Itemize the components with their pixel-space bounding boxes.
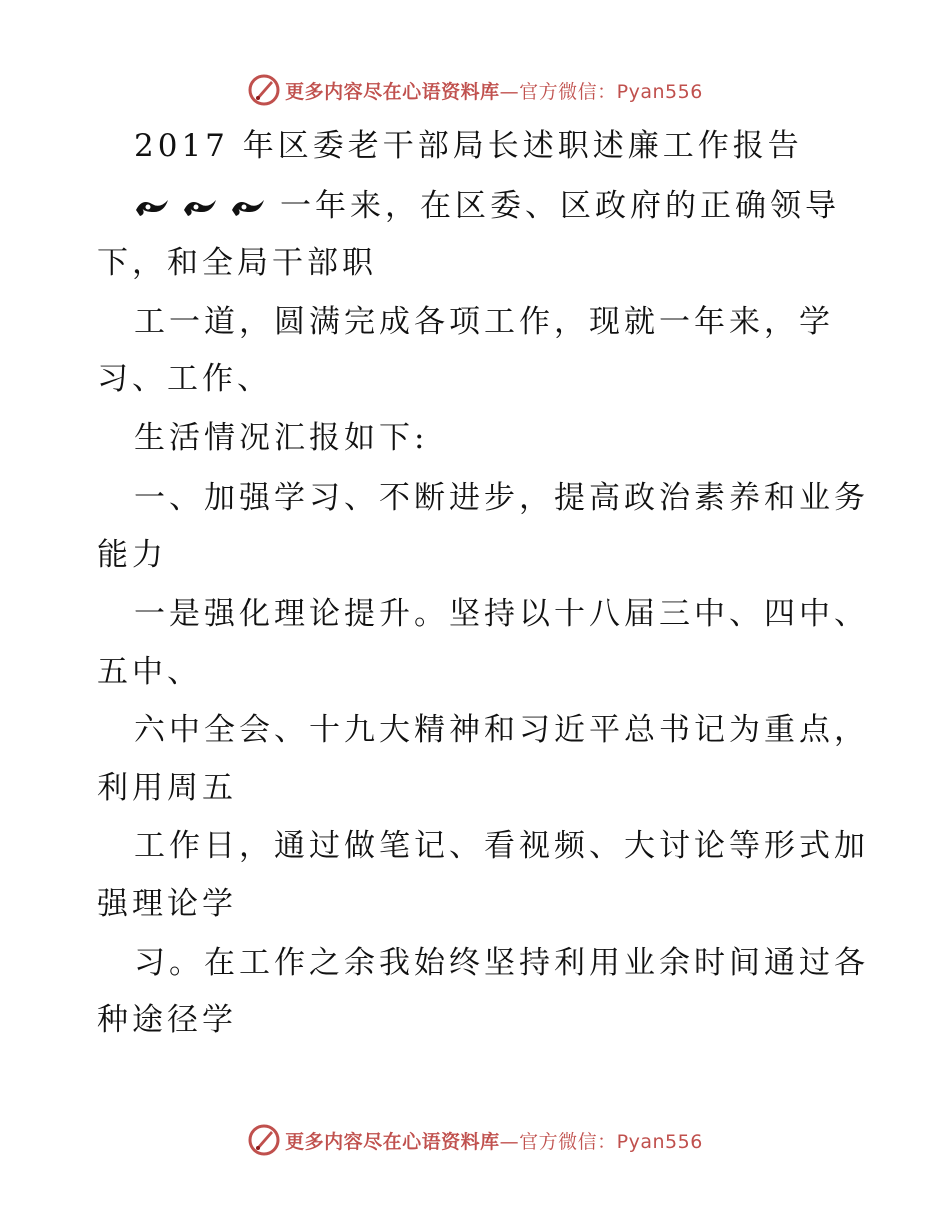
watermark-brand: 更多内容尽在心语资料库 — [285, 1130, 500, 1153]
footer-watermark — [0, 1120, 950, 1160]
paragraph-line: 一是强化理论提升。坚持以十八届三中、四中、 — [134, 596, 869, 632]
fleuron-ornament-icon — [230, 194, 268, 220]
paragraph-line: 下，和全局干部职 — [97, 245, 377, 281]
line-text: 一年来，在区委、区政府的正确领导 — [280, 188, 840, 224]
paragraph-line: 工作日，通过做笔记、看视频、大讨论等形式加 — [134, 828, 869, 864]
watermark-brand: 更多内容尽在心语资料库 — [285, 80, 500, 103]
document-title: 2017 年区委老干部局长述职述廉工作报告 — [134, 128, 803, 164]
watermark-contact: —官方微信：Pyan556 — [499, 80, 703, 103]
paragraph-line: 六中全会、十九大精神和习近平总书记为重点， — [134, 712, 869, 748]
fleuron-ornament-icon — [134, 194, 172, 220]
paragraph-line: 强理论学 — [97, 886, 237, 922]
paragraph-line: 工一道，圆满完成各项工作，现就一年来，学 — [134, 304, 834, 340]
paragraph-line: 习、工作、 — [97, 361, 272, 397]
paragraph-line: 种途径学 — [97, 1002, 237, 1038]
fleuron-ornament-icon — [182, 194, 220, 220]
paragraph-line: 利用周五 — [97, 770, 237, 806]
watermark-contact: —官方微信：Pyan556 — [499, 1130, 703, 1153]
ornament-group — [134, 194, 268, 220]
paragraph-line: 能力 — [97, 537, 167, 573]
quill-seal-icon — [247, 1123, 281, 1157]
paragraph-line — [134, 186, 840, 226]
paragraph-line: 生活情况汇报如下: — [134, 420, 429, 456]
paragraph-line: 习。在工作之余我始终坚持利用业余时间通过各 — [134, 945, 869, 981]
section-heading: 一、加强学习、不断进步，提高政治素养和业务 — [134, 480, 869, 516]
paragraph-line: 五中、 — [97, 654, 202, 690]
